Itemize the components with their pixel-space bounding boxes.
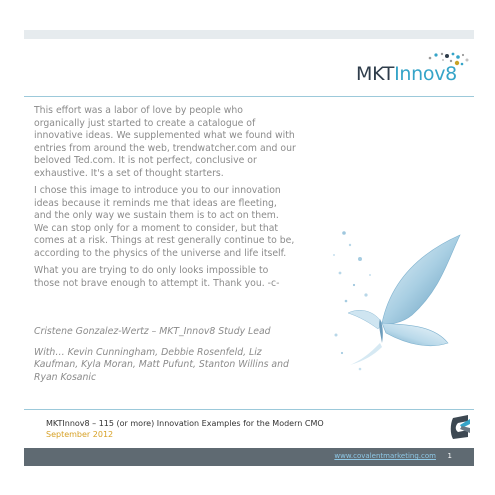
logo-eight: 8	[445, 63, 457, 85]
footer-divider	[24, 409, 474, 410]
header-divider	[24, 96, 474, 97]
signature-author: Cristene Gonzalez-Wertz – MKT_Innov8 Study Lead	[34, 326, 271, 337]
signature-block	[34, 326, 296, 392]
mktinnov8-logo	[356, 50, 476, 95]
logo-wordmark	[356, 63, 457, 85]
logo-innov: Innov	[394, 63, 446, 85]
page-number: 1	[447, 452, 452, 460]
paragraph-1: This effort was a labor of love by people who organically just started to create a catalogue of innovative ideas. We supplemented what we found with entries from around the web, trendwatcher.com and our beloved Ted.com. It is not perfect, conclusive or exhaustive. It's a set of thought starters.	[34, 105, 296, 179]
footer-title: MKTInnov8 – 115 (or more) Innovation Examples for the Modern CMO	[46, 419, 324, 428]
top-band	[24, 30, 474, 39]
intro-text	[34, 105, 296, 295]
water-butterfly-image	[320, 215, 470, 375]
footer-date: September 2012	[46, 430, 114, 439]
paragraph-3: What you are trying to do only looks impossible to those not brave enough to attempt it. Thank you. -c-	[34, 265, 280, 289]
logo-mkt: MKT	[356, 63, 395, 85]
website-link[interactable]: www.covalentmarketing.com	[334, 452, 436, 460]
covalent-logo-icon	[450, 414, 472, 440]
paragraph-2: I chose this image to introduce you to our innovation ideas because it reminds me that ideas are fleeting, and the only way we sustain them is to act on them. We can stop only for a moment to consider, but that comes at a risk. Things at rest generally continue to be, according to the physics of the universe and life itself.	[34, 185, 295, 259]
bottom-bar	[24, 448, 474, 466]
signature-contributors: With… Kevin Cunningham, Debbie Rosenfeld, Liz Kaufman, Kyla Moran, Matt Pufunt, Stanton Willins and Ryan Kosanic	[34, 346, 289, 383]
